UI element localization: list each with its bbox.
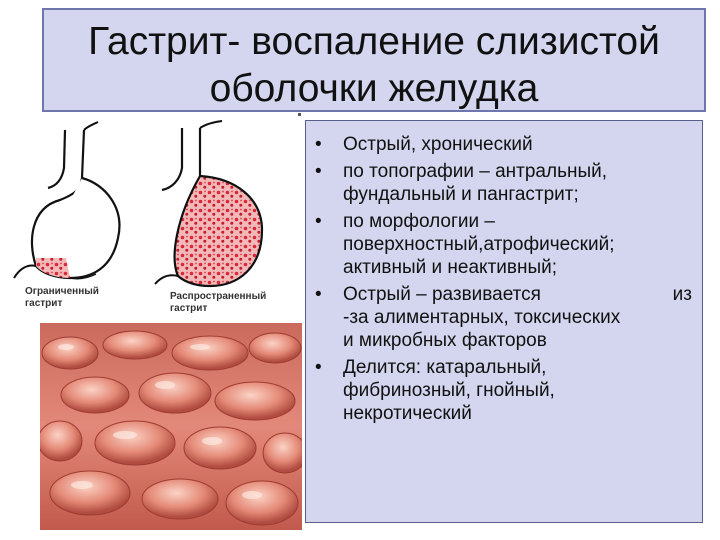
bullet-text: по топографии – антральный,: [343, 161, 608, 182]
bullet-text: из: [672, 284, 692, 305]
caption-limited-line-1: Ограниченный: [25, 286, 99, 297]
bullet-item-forms: [306, 356, 702, 425]
title-box: [42, 8, 706, 112]
bullet-text: фибринозный, гнойный,: [343, 380, 555, 401]
bullet-mark: •: [315, 134, 322, 155]
bullet-text: Делится: катаральный,: [343, 357, 547, 378]
caption-diffuse-gastritis: [170, 291, 266, 315]
bullet-first-line: [343, 283, 692, 306]
bullet-item-morphology: [306, 210, 702, 279]
bullet-text: и микробных факторов: [343, 330, 547, 351]
bullet-mark: •: [315, 284, 322, 305]
bullet-text: поверхностный,атрофический;: [343, 234, 615, 255]
mucosa-photo: [40, 323, 302, 530]
bullet-item-types: [306, 133, 702, 156]
bullet-text: по морфологии –: [343, 211, 495, 232]
bullet-mark: •: [315, 357, 322, 378]
bullet-item-topography: [306, 160, 702, 206]
title-line-2: оболочки желудка: [209, 67, 539, 110]
caption-diffuse-line-2: гастрит: [170, 303, 208, 314]
bullet-text: Острый – развивается: [343, 284, 541, 305]
bullet-item-acute-causes: [306, 283, 702, 352]
content-box: [305, 120, 703, 523]
small-dot-mark: [298, 113, 301, 116]
stomach-limited-icon: [14, 122, 119, 279]
bullet-text: -за алиментарных, токсических: [343, 307, 621, 328]
stomach-diffuse-icon: [155, 121, 262, 286]
caption-diffuse-line-1: Распространенный: [170, 291, 267, 302]
bullet-list: [306, 133, 702, 429]
bullet-text: Острый, хронический: [343, 134, 533, 155]
bullet-text: активный и неактивный;: [343, 257, 558, 278]
bullet-text: фундальный и пангастрит;: [343, 184, 579, 205]
title-line-1: Гастрит- воспаление слизистой: [88, 20, 660, 63]
bullet-mark: •: [315, 211, 322, 232]
caption-limited-line-2: гастрит: [25, 298, 63, 309]
bullet-text: некротический: [343, 403, 472, 424]
bullet-mark: •: [315, 161, 322, 182]
caption-limited-gastritis: [25, 286, 99, 310]
